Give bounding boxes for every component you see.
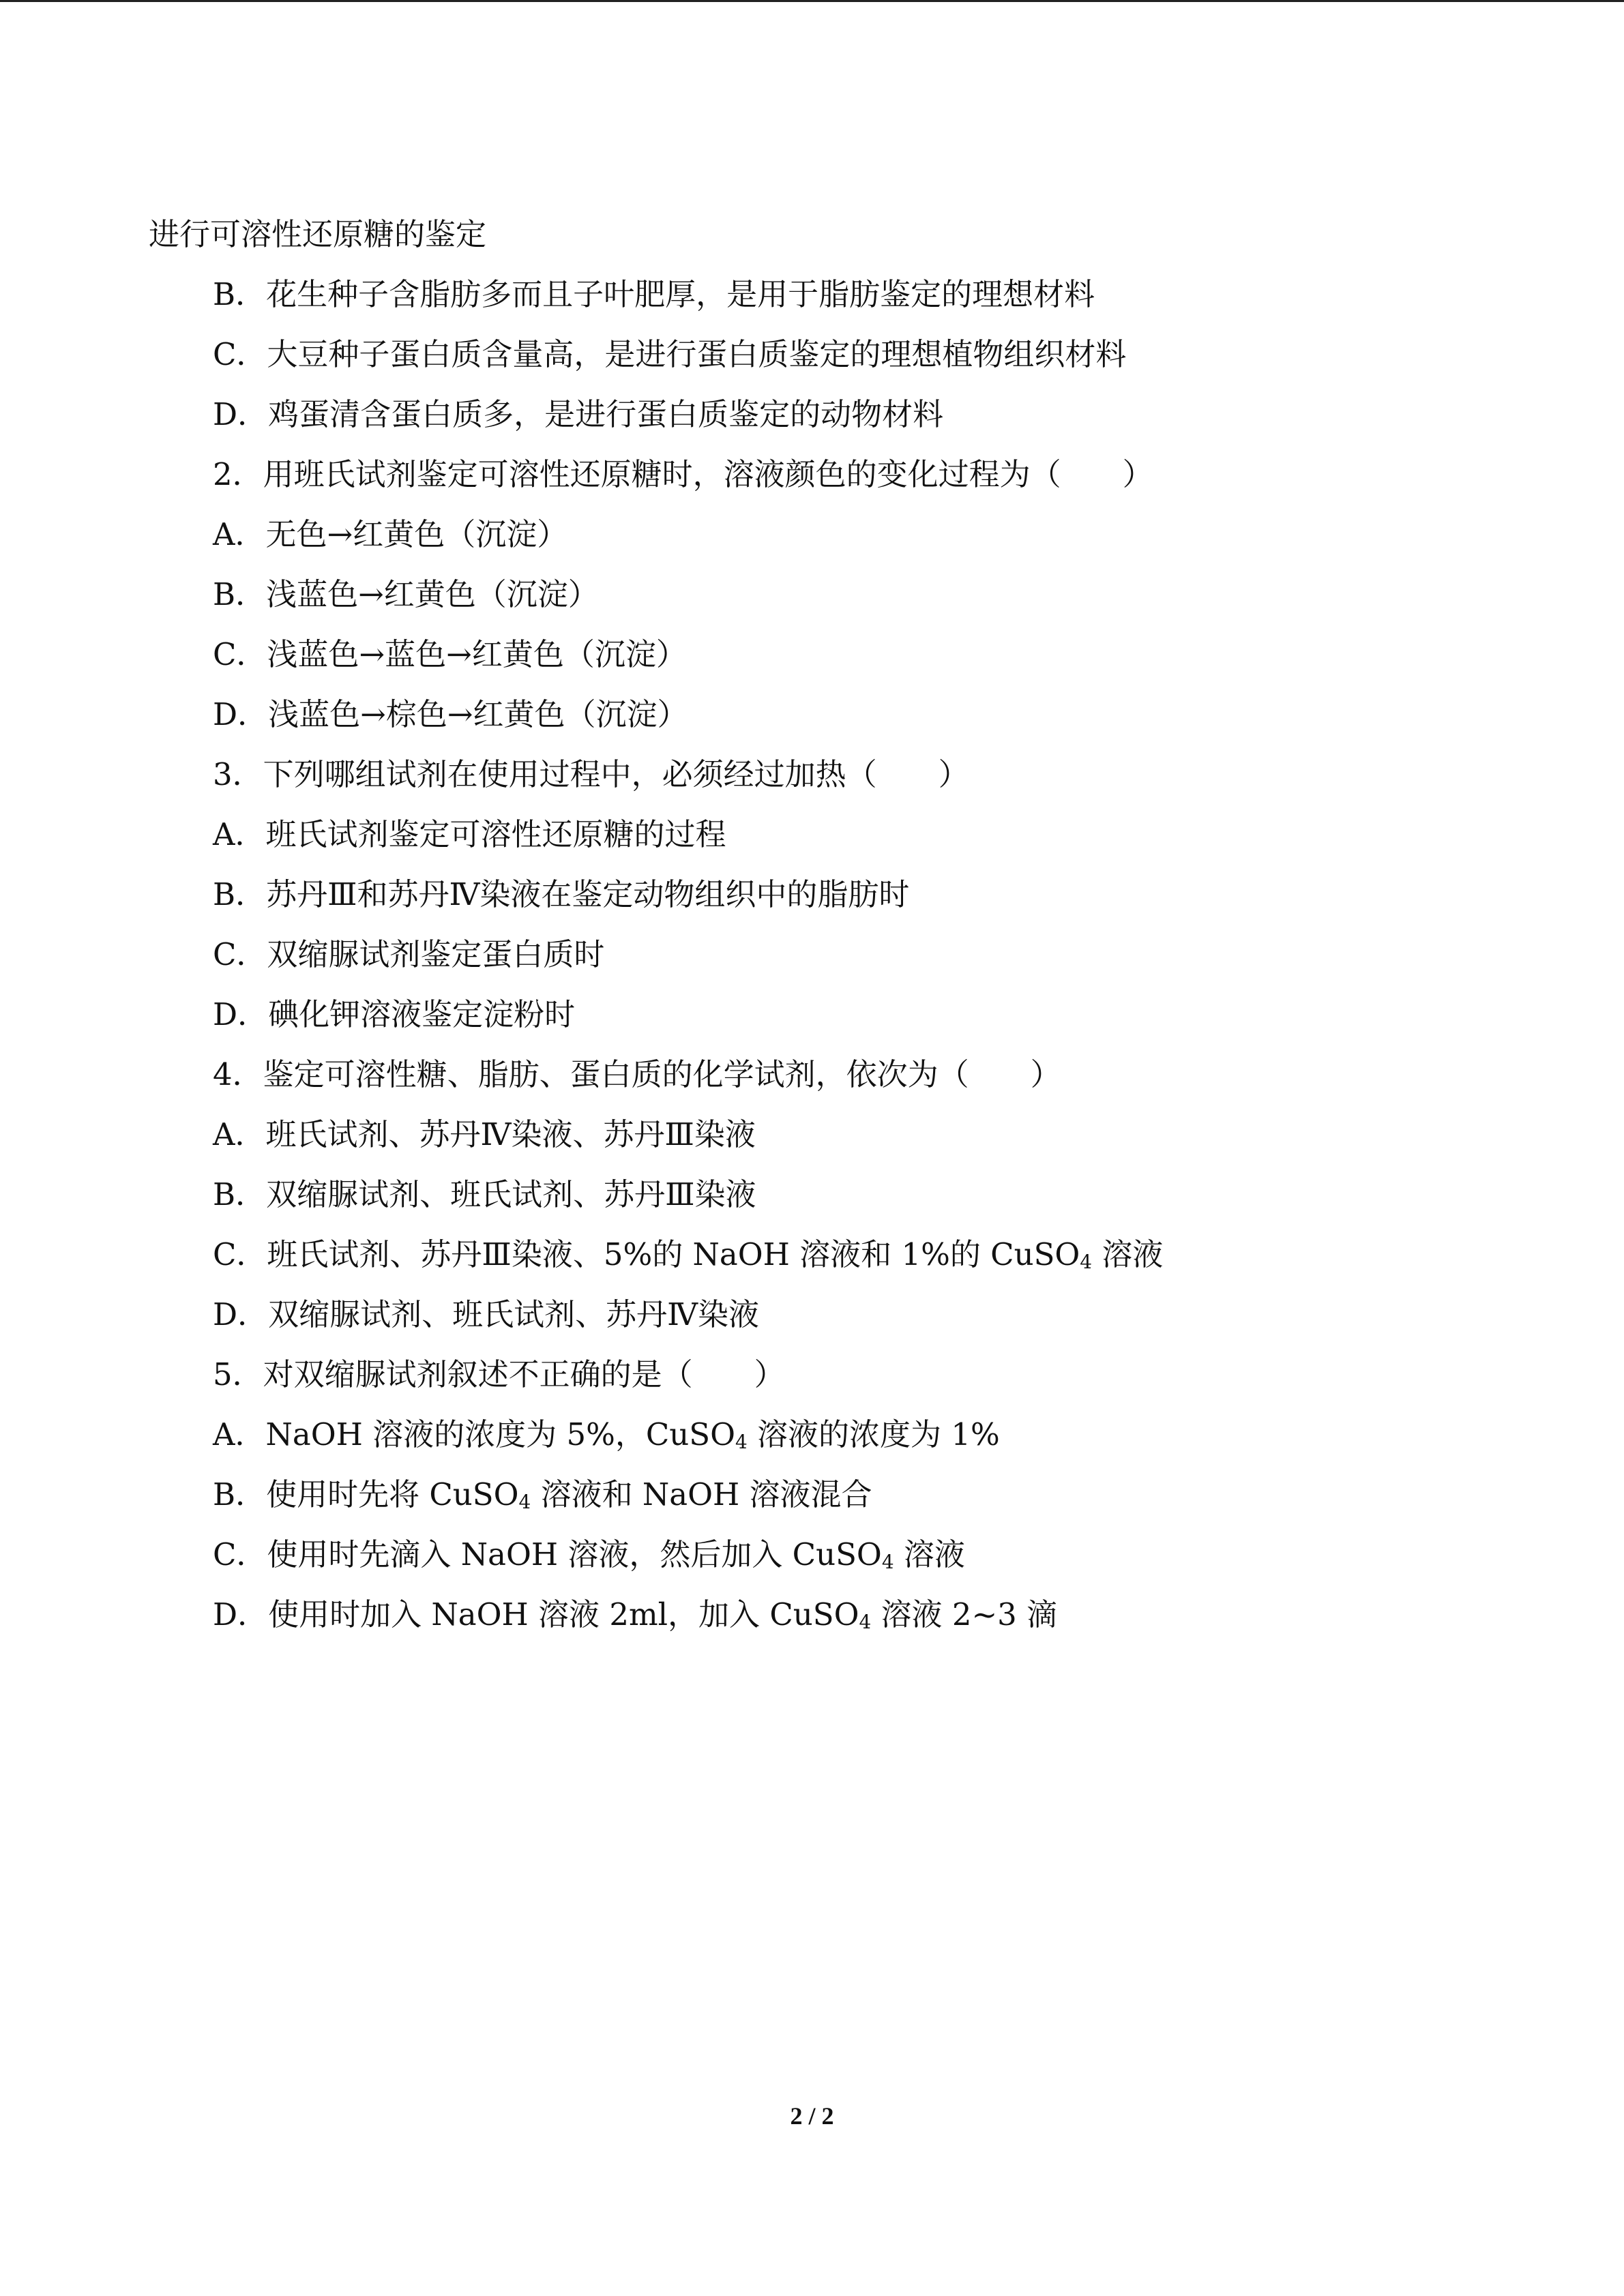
question-content [149,205,1513,1645]
q2-option-c: C．浅蓝色→蓝色→红黄色（沉淀） [213,636,687,672]
q3-option-c: C．双缩脲试剂鉴定蛋白质时 [213,936,605,972]
q5-option-b-text: B．使用时先将 CuSO [213,1476,519,1512]
q5-option-c-text-end: 溶液 [894,1536,965,1572]
q5-option-d-text-end: 溶液 2~3 滴 [871,1596,1058,1632]
q5-option-c-subscript: 4 [881,1551,894,1574]
q5-option-d [149,1585,1513,1645]
q1-option-d: D．鸡蛋清含蛋白质多，是进行蛋白质鉴定的动物材料 [213,396,944,432]
q4-option-c-text-end: 溶液 [1092,1236,1164,1272]
page-number: 2 / 2 [790,2102,834,2130]
q2-stem: 2．用班氏试剂鉴定可溶性还原糖时，溶液颜色的变化过程为（ ） [213,456,1153,492]
q4-option-d: D．双缩脲试剂、班氏试剂、苏丹Ⅳ染液 [213,1296,760,1332]
q5-option-c [149,1525,1513,1585]
q1-option-c: C．大豆种子蛋白质含量高，是进行蛋白质鉴定的理想植物组织材料 [213,336,1127,372]
q5-option-b-subscript: 4 [518,1491,531,1514]
q2-option-a: A．无色→红黄色（沉淀） [213,516,568,552]
q5-option-d-subscript: 4 [859,1611,872,1634]
q5-stem: 5．对双缩脲试剂叙述不正确的是（ ） [213,1356,785,1392]
q3-option-d: D．碘化钾溶液鉴定淀粉时 [213,996,576,1032]
q1-option-b: B．花生种子含脂肪多而且子叶肥厚，是用于脂肪鉴定的理想材料 [213,276,1095,312]
q5-option-b-text-end: 溶液和 NaOH 溶液混合 [531,1476,872,1512]
q4-option-a: A．班氏试剂、苏丹Ⅳ染液、苏丹Ⅲ染液 [213,1116,756,1152]
q4-option-c-subscript: 4 [1080,1251,1093,1274]
q2-option-d: D．浅蓝色→棕色→红黄色（沉淀） [213,696,688,732]
q5-option-a-text-end: 溶液的浓度为 1% [747,1416,1000,1452]
q4-option-c [149,1225,1513,1285]
q5-option-b [149,1465,1513,1525]
q5-option-c-text: C．使用时先滴入 NaOH 溶液，然后加入 CuSO [213,1536,882,1572]
q4-option-c-text: C．班氏试剂、苏丹Ⅲ染液、5%的 NaOH 溶液和 1%的 CuSO [213,1236,1080,1272]
q5-option-d-text: D．使用时加入 NaOH 溶液 2ml，加入 CuSO [213,1596,859,1632]
top-border-line [0,0,1624,2]
q4-option-b: B．双缩脲试剂、班氏试剂、苏丹Ⅲ染液 [213,1176,756,1212]
q5-option-a-subscript: 4 [735,1431,748,1454]
q5-option-a [149,1405,1513,1465]
q1-continuation-text: 进行可溶性还原糖的鉴定 [149,216,487,252]
q3-stem: 3．下列哪组试剂在使用过程中，必须经过加热（ ） [213,756,969,792]
q3-option-b: B．苏丹Ⅲ和苏丹Ⅳ染液在鉴定动物组织中的脂肪时 [213,876,910,912]
q4-stem: 4．鉴定可溶性糖、脂肪、蛋白质的化学试剂，依次为（ ） [213,1056,1061,1092]
q5-option-a-text: A．NaOH 溶液的浓度为 5%，CuSO [213,1416,735,1452]
q3-option-a: A．班氏试剂鉴定可溶性还原糖的过程 [213,816,726,852]
q2-option-b: B．浅蓝色→红黄色（沉淀） [213,576,599,612]
